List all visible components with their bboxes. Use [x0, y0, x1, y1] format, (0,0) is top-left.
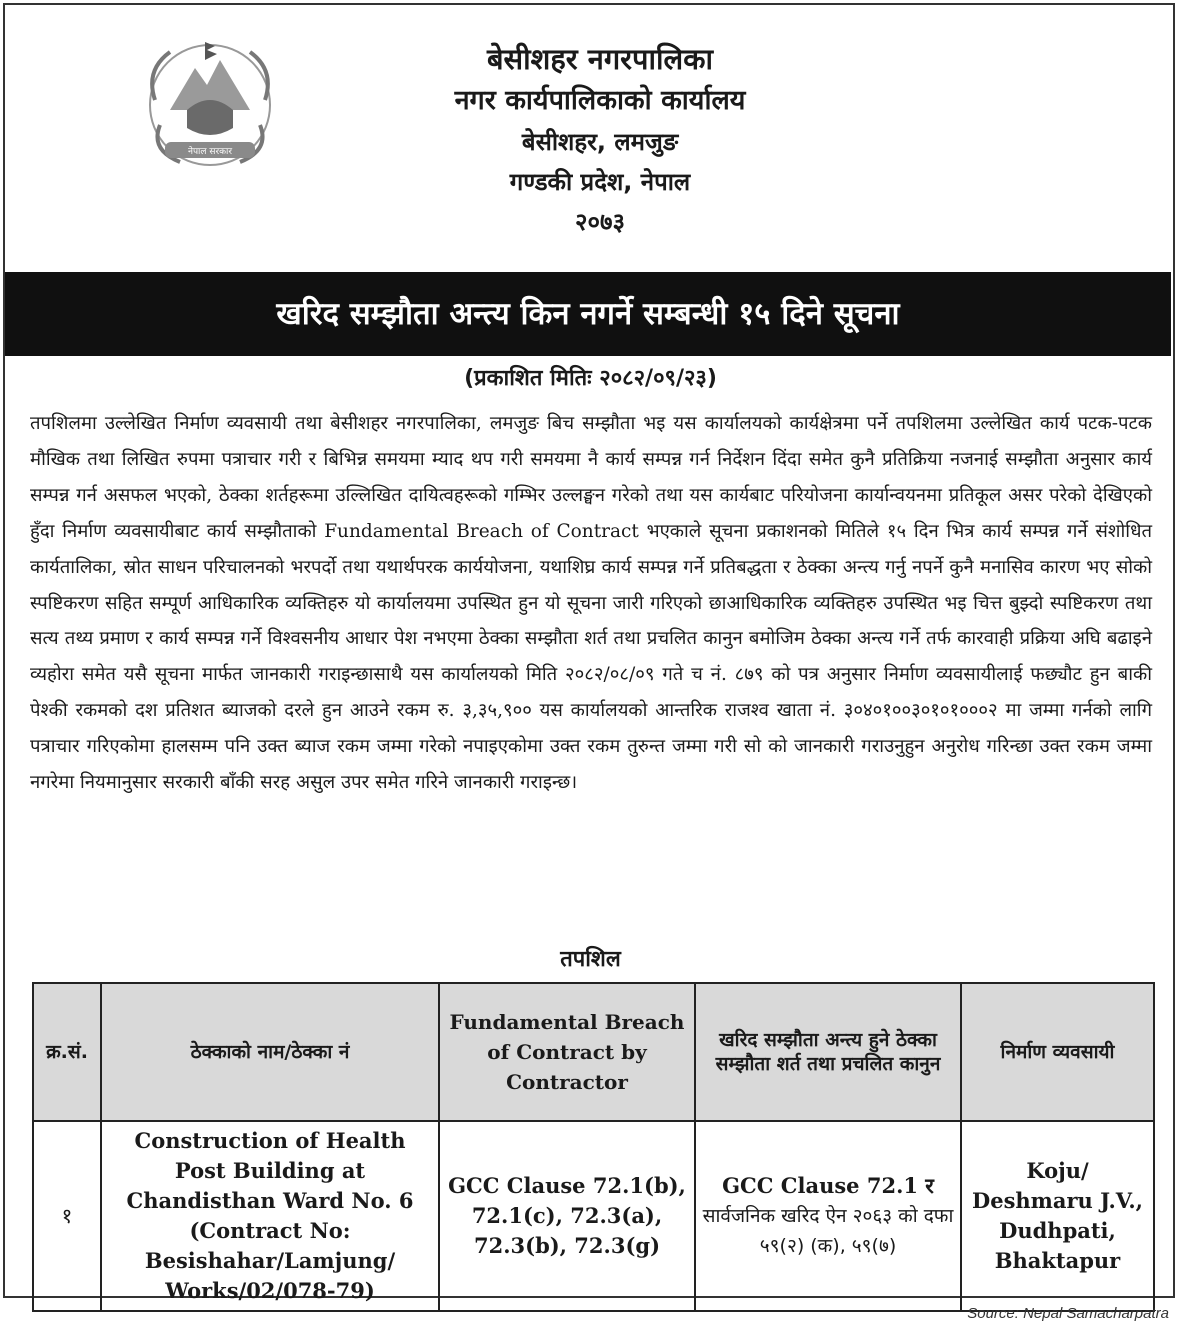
col-header-contract: ठेक्काको नाम/ठेक्का नं	[101, 983, 439, 1121]
office-location: बेसीशहर, लमजुङ	[521, 128, 679, 156]
cell-breach: GCC Clause 72.1(b), 72.1(c), 72.3(a), 72.3(b), 72.3(g)	[439, 1121, 695, 1311]
source-credit: Source: Nepal Samacharpatra	[967, 1305, 1169, 1322]
municipality-name: बेसीशहर नगरपालिका	[487, 42, 713, 76]
cell-contract: Construction of Health Post Building at Chandisthan Ward No. 6 (Contract No: Besishahar/Lamjung/ Works/02/078-79)	[101, 1121, 439, 1311]
established-year: २०७३	[575, 208, 625, 236]
office-header	[300, 38, 900, 242]
nepal-government-emblem-icon	[135, 30, 285, 180]
notice-title-banner: खरिद सम्झौता अन्त्य किन नगर्ने सम्बन्धी १५ दिने सूचना	[5, 272, 1171, 356]
table-heading: तपशिल	[560, 947, 621, 972]
province-country: गण्डकी प्रदेश, नेपाल	[509, 168, 691, 196]
col-header-law: खरिद सम्झौता अन्त्य हुने ठेक्का सम्झौता शर्त तथा प्रचलित कानुन	[695, 983, 961, 1121]
notice-body: तपशिलमा उल्लेखित निर्माण व्यवसायी तथा बेसीशहर नगरपालिका, लमजुङ बिच सम्झौता भइ यस कार्यालयको कार्यक्षेत्रमा पर्ने तपशिलमा उल्लेखित कार्य पटक-पटक मौखिक तथा लिखित रुपमा पत्राचार गरी र बिभिन्न समयमा म्याद थप गरी समयमा नै कार्य सम्पन्न गर्न निर्देशन दिंदा समेत कुनै प्रतिक्रिया नजनाई सम्झौता अनुसार कार्य सम्पन्न गर्न असफल भएको, ठेक्का शर्तहरूमा उल्लिखित दायित्वहरूको गम्भिर उल्लङ्घन गरेको तथा यस कार्यबाट परियोजना कार्यान्वयनमा प्रतिकूल असर परेको देखिएको हुँदा निर्माण व्यवसायीबाट कार्य सम्झौताको Fundamental Breach of Contract भएकाले सूचना प्रकाशनको मितिले १५ दिन भित्र कार्य सम्पन्न गर्ने संशोधित कार्यतालिका, स्रोत साधन परिचालनको भरपर्दो तथा यथार्थपरक कार्ययोजना, यथाशिघ्र कार्य सम्पन्न गर्ने प्रतिबद्धता र ठेक्का अन्त्य गर्नु नपर्ने कुनै मनासिव कारण भए सोको स्पष्टिकरण सहित सम्पूर्ण आधिकारिक व्यक्तिहरु यो कार्यालयमा उपस्थित हुन यो सूचना जारी गरिएको छाआधिकारिक व्यक्तिहरु उपस्थित भइ चित्त बुझ्दो स्पष्टिकरण तथा सत्य तथ्य प्रमाण र कार्य सम्पन्न गर्ने विश्वसनीय आधार पेश नभएमा ठेक्का सम्झौता शर्त तथा प्रचलित कानुन बमोजिम ठेक्का अन्त्य गर्ने तर्फ कारवाही प्रक्रिया अघि बढाइने व्यहोरा समेत यसै सूचना मार्फत जानकारी गराइन्छासाथै यस कार्यालयको मिति २०८२/०८/०९ गते च नं. ८७९ को पत्र अनुसार निर्माण व्यवसायीलाई फछ्यौट हुन बाकी पेश्की रकमको दश प्रतिशत ब्याजको दरले हुन आउने रकम रु. ३,३५,९०० यस कार्यालयको आन्तरिक राजश्व खाता नं. ३०४०१००३०१०१०००२ मा जम्मा गर्नको लागि पत्राचार गरिएकोमा हालसम्म पनि उक्त ब्याज रकम जम्मा गरेको नपाइएकोमा उक्त रकम तुरुन्त जम्मा गरी सो को जानकारी गराउनुहुन अनुरोध गरिन्छा उक्त रकम जम्मा नगरेमा नियमानुसार सरकारी बाँकी सरह असुल उपर समेत गरिने जानकारी गराइन्छ।	[30, 413, 1152, 794]
cell-law-act: सार्वजनिक खरिद ऐन २०६३ को दफा ५९(२) (क), ५९(७)	[702, 1205, 954, 1257]
cell-law-clause: GCC Clause 72.1 र	[722, 1173, 934, 1198]
details-table	[32, 982, 1155, 1312]
office-name: नगर कार्यपालिकाको कार्यालय	[454, 85, 746, 116]
col-header-breach: Fundamental Breach of Contract by Contractor	[439, 983, 695, 1121]
table-header-row	[33, 983, 1154, 1121]
cell-contractor: Koju/ Deshmaru J.V., Dudhpati, Bhaktapur	[961, 1121, 1154, 1311]
publication-date: (प्रकाशित मितिः २०८२/०९/२३)	[464, 366, 717, 391]
cell-law	[695, 1121, 961, 1311]
table-row	[33, 1121, 1154, 1311]
col-header-contractor: निर्माण व्यवसायी	[961, 983, 1154, 1121]
emblem-caption: नेपाल सरकार	[187, 147, 233, 157]
cell-sn: १	[33, 1121, 101, 1311]
col-header-sn: क्र.सं.	[33, 983, 101, 1121]
